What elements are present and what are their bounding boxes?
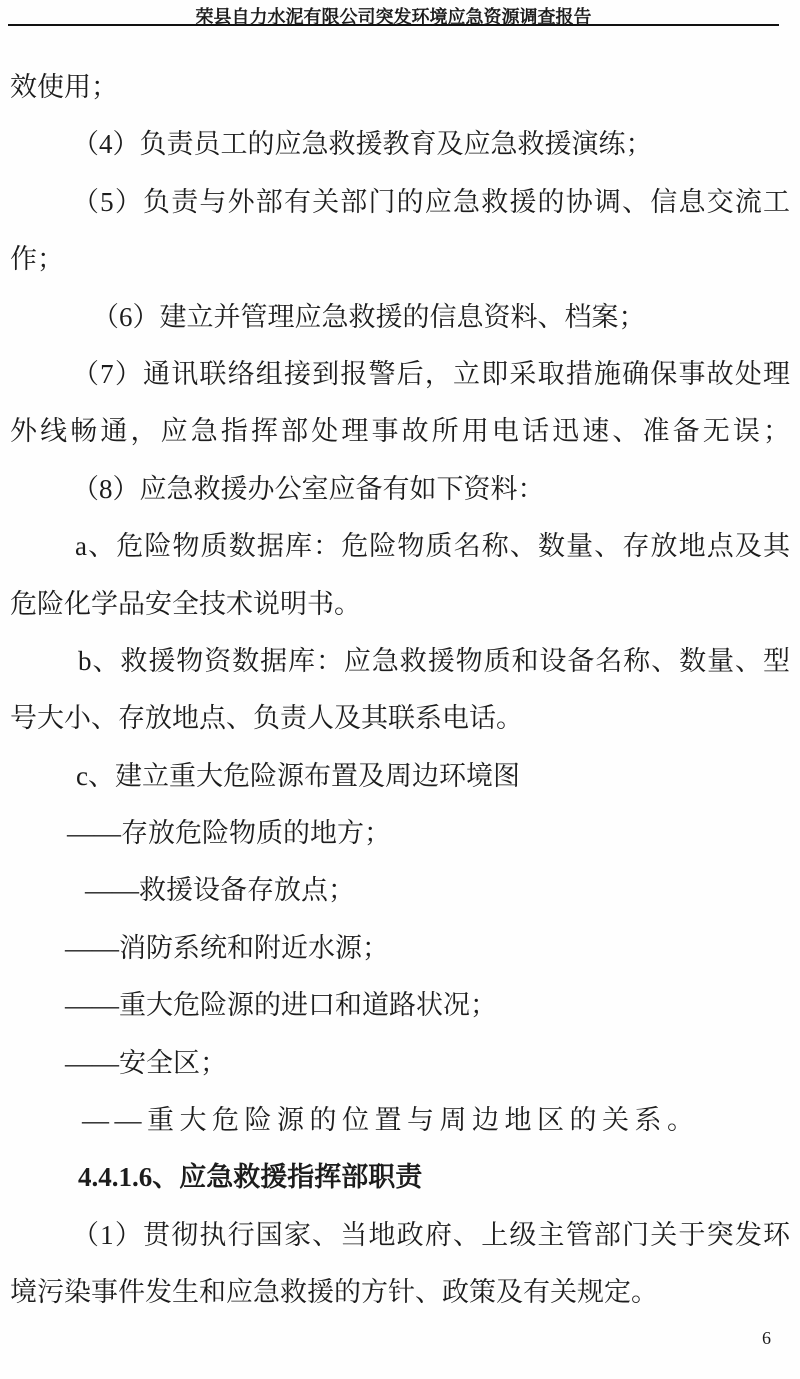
text-line: （4）负责员工的应急救援教育及应急救援演练； (72, 129, 653, 160)
text-line: ——存放危险物质的地方； (67, 818, 391, 849)
text-line: 效使用； (10, 72, 118, 102)
document-body (0, 59, 800, 1322)
text-line: c、建立重大危险源布置及周边环境图 (76, 760, 520, 791)
text-line: ——重大危险源的进口和道路状况； (65, 990, 497, 1021)
page-number: 6 (762, 1328, 771, 1348)
text-line: （8）应急救援办公室应备有如下资料： (72, 473, 545, 504)
text-line: ——消防系统和附近水源； (65, 932, 389, 963)
section-heading: 4.4.1.6、应急救援指挥部职责 (78, 1162, 423, 1193)
text-line: （1）贯彻执行国家、当地政府、上级主管部门关于突发环 (72, 1219, 790, 1250)
text-line: 危险化学品安全技术说明书。 (10, 588, 361, 619)
text-line: （5）负责与外部有关部门的应急救援的协调、信息交流工 (72, 186, 790, 217)
text-line: 作； (10, 244, 64, 275)
text-line: ——重大危险源的位置与周边地区的关系。 (82, 1105, 700, 1136)
text-line: ——安全区； (65, 1047, 227, 1078)
header-title: 荣县自力水泥有限公司突发环境应急资源调查报告 (195, 7, 592, 27)
text-line: （6）建立并管理应急救援的信息资料、档案； (92, 301, 646, 332)
text-line: a、危险物质数据库：危险物质名称、数量、存放地点及其 (75, 531, 790, 562)
text-line: 境污染事件发生和应急救援的方针、政策及有关规定。 (10, 1277, 658, 1308)
page-header (8, 0, 779, 26)
text-line: 外线畅通，应急指挥部处理事故所用电话迅速、准备无误； (10, 416, 790, 447)
text-line: 号大小、存放地点、负责人及其联系电话。 (10, 703, 523, 734)
text-line: （7）通讯联络组接到报警后，立即采取措施确保事故处理 (72, 358, 790, 389)
text-line: b、救援物资数据库：应急救援物质和设备名称、数量、型 (78, 645, 790, 676)
text-line: ——救援设备存放点； (85, 875, 355, 906)
